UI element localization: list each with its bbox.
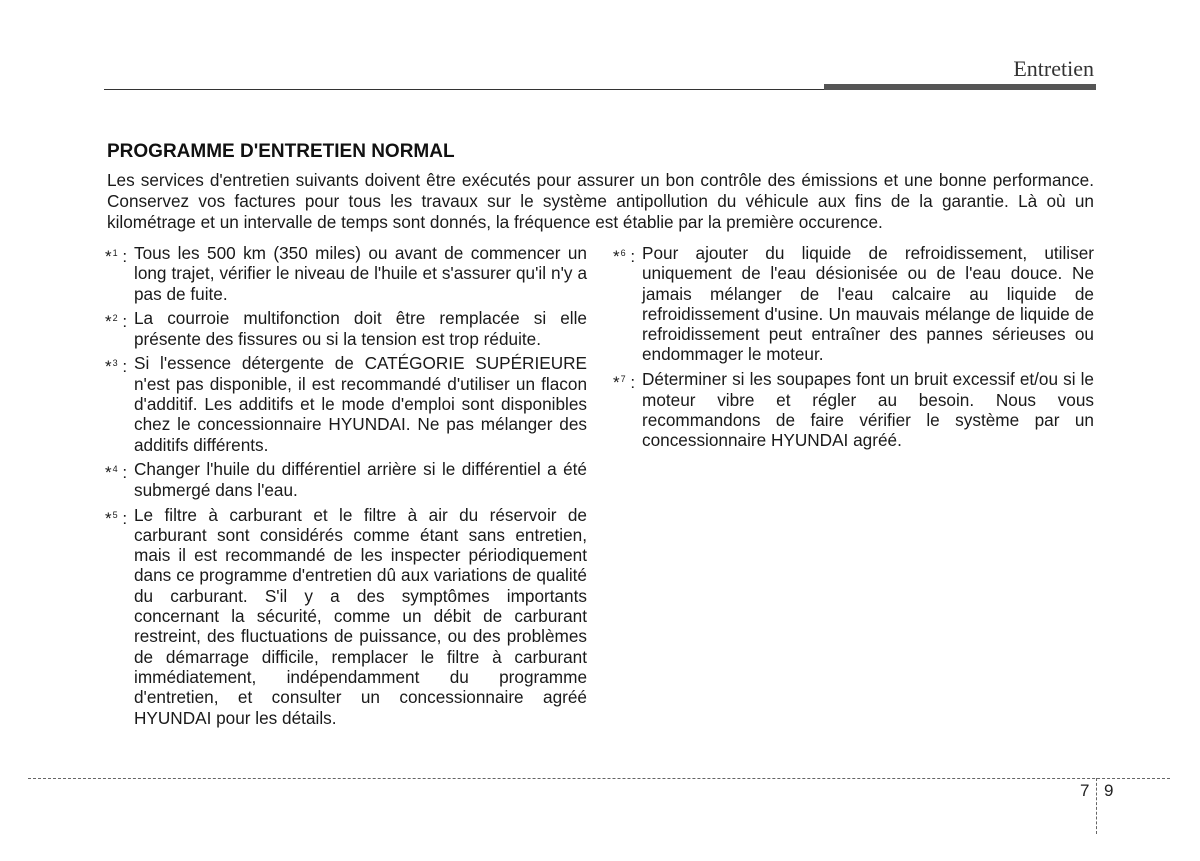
notes-column-left bbox=[105, 243, 587, 732]
note-text: Changer l'huile du différentiel arrière si le différentiel a été submergé dans l'eau. bbox=[134, 459, 587, 500]
header-rule-thick bbox=[824, 84, 1096, 90]
notes-column-right bbox=[613, 243, 1094, 455]
note-text: Déterminer si les soupapes font un bruit excessif et/ou si le moteur vibre et régler au besoin. Nous vous recommandons de faire vérifier le système par un concessionnaire HYUNDAI agréé. bbox=[642, 369, 1094, 451]
header-rule-thin bbox=[104, 89, 824, 90]
note-marker: *$^7$ : bbox=[613, 373, 636, 393]
note-item-3 bbox=[105, 353, 587, 454]
note-marker: *$^6$ : bbox=[613, 247, 636, 266]
note-item-1 bbox=[105, 243, 587, 304]
note-marker: *$^1$ : bbox=[105, 247, 128, 266]
note-item-6 bbox=[613, 243, 1094, 365]
note-item-2 bbox=[105, 308, 587, 349]
footer-page-divider bbox=[1096, 778, 1097, 834]
note-item-7 bbox=[613, 369, 1094, 450]
note-marker: *$^4$ : bbox=[105, 463, 128, 483]
note-text: Le filtre à carburant et le filtre à air du réservoir de carburant sont considérés comme étant sans entretien, mais il est recommandé de les inspecter périodiquement dans ce programme d'entretien dû aux variations de qualité du carburant. S'il y a des symptômes importants concernant la sécurité, comme un débit de carburant restreint, des fluctuations de puissance, ou des problèmes de démarrage difficile, remplacer le filtre à carburant immédiatement, indépendamment du programme d'entretien, et consulter un concessionnaire agréé HYUNDAI pour les détails. bbox=[134, 504, 587, 728]
footer-chapter-number: 7 bbox=[1080, 781, 1090, 800]
note-text: Tous les 500 km (350 miles) ou avant de commencer un long trajet, vérifier le niveau de l'huile et s'assurer qu'il n'y a pas de fuite. bbox=[134, 243, 587, 304]
note-item-4 bbox=[105, 459, 587, 500]
section-intro: Les services d'entretien suivants doivent être exécutés pour assurer un bon contrôle des émissions et une bonne performance. Conservez vos factures pour tous les travaux sur le système antipollution du véhicule aux fins de la garantie. Là où un kilométrage et un intervalle de temps sont donnés, la fréquence est établie par la première occurence. bbox=[107, 170, 1094, 232]
note-text: Si l'essence détergente de CATÉGORIE SUPÉRIEURE n'est pas disponible, il est recommandé d'utiliser un flacon d'additif. Les additifs et le mode d'emploi sont disponibles chez le concessionnaire HYUNDAI. Ne pas mélanger des additifs différents. bbox=[134, 353, 587, 455]
note-marker: *$^2$ : bbox=[105, 312, 128, 332]
note-text: Pour ajouter du liquide de refroidissement, utiliser uniquement de l'eau désionisée ou de l'eau douce. Ne jamais mélanger de l'eau calcaire au liquide de refroidissement d'usine. Un mauvais mélange de liquide de refroidissement peut entraîner des pannes sérieuses ou endommager le moteur. bbox=[642, 243, 1094, 365]
note-marker: *$^3$ : bbox=[105, 357, 128, 377]
chapter-header-title: Entretien bbox=[1013, 56, 1094, 81]
note-text: La courroie multifonction doit être remplacée si elle présente des fissures ou si la tension est trop réduite. bbox=[134, 308, 587, 349]
note-marker: *$^5$ : bbox=[105, 508, 128, 528]
footer-dashed-rule bbox=[28, 778, 1170, 779]
note-item-5 bbox=[105, 505, 587, 728]
footer-page-number: 9 bbox=[1104, 781, 1114, 800]
section-title: PROGRAMME D'ENTRETIEN NORMAL bbox=[107, 141, 455, 162]
